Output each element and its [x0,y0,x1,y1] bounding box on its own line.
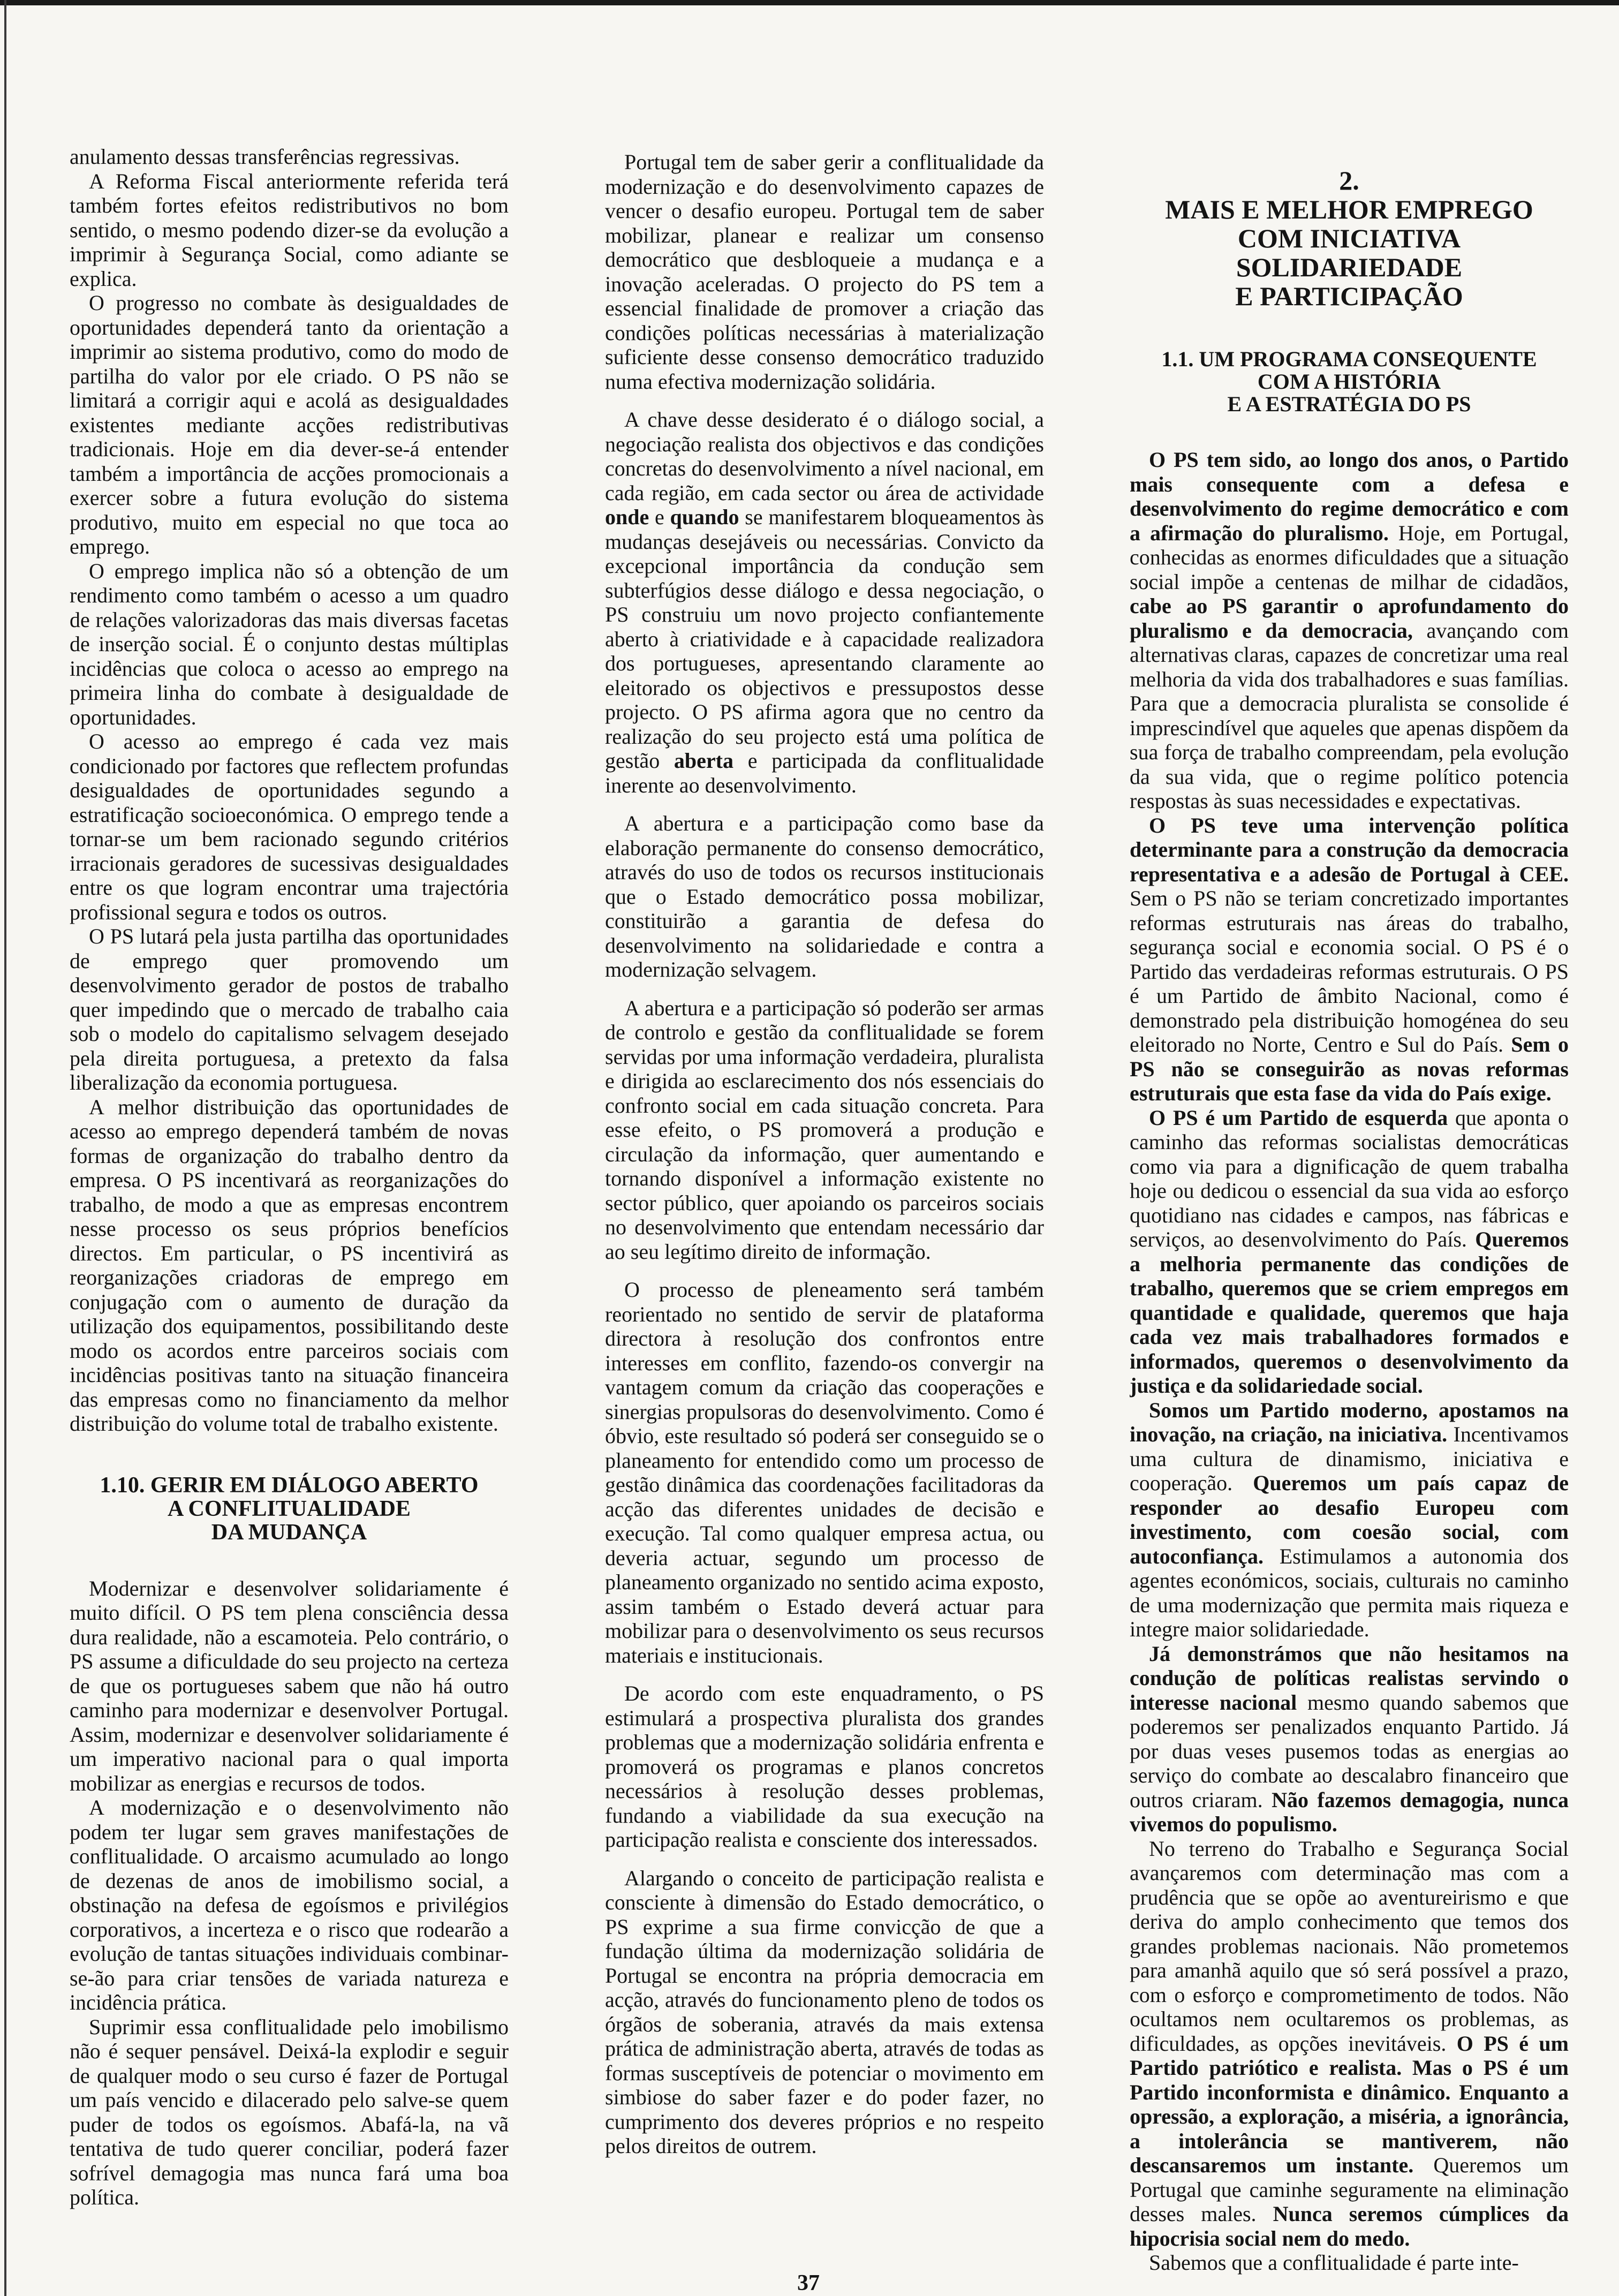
text-run: se manifestarem bloqueamentos às mudanças desejáveis ou necessárias. Convicto da excepcional importância da condução sem subterfúgios desse diálogo e dessa negociação, o PS construiu um novo projecto confiantemente aberto à criatividade e à capacidade realizadora dos portugueses, apresentando claramente ao eleitorado os objectivos e pressupostos desse projecto. O PS afirma agora que no centro da realização do seu projecto está uma política de gestão [605,505,1044,773]
column-1-paragraphs-after [70,1576,509,2210]
bold-run: Sem o PS não se conseguirão as novas reformas estruturais que esta fase da vida do País exige. [1130,1032,1569,1105]
bold-run: onde [605,505,649,529]
body-paragraph [1130,1642,1569,1837]
body-paragraph: O progresso no combate às desigualdades de oportunidades dependerá tanto da orientação a imprimir ao sistema produtivo, como do modo de partilha do valor por ele criado. O PS não se limitará a corrigir aqui e acolá as desigualdades existentes mediante acções redistributivas tradicionais. Hoje em dia dever-se-á entender também a importância de acções promocionais a exercer sobre a futura evolução do sistema produtivo, muito em especial no que toca ao emprego. [70,291,509,558]
column-2 [605,145,1044,2281]
body-paragraph: Suprimir essa conflitualidade pelo imobilismo não é sequer pensável. Deixá-la explodir e seguir de qualquer modo o seu curso é fazer de Portugal um país vencido e dilacerado pelo salve-se quem puder de todos os egoísmos. Abafá-la, na vã tentativa de tudo querer conciliar, poderá fazer sofrível demagogia mas nunca fará uma boa política. [70,2014,509,2209]
text-run: Estimulamos a autonomia dos agentes económicos, sociais, culturais no caminho de uma modernização que permita mais riqueza e integre maior solidariedade. [1130,1544,1569,1641]
body-paragraph: O emprego implica não só a obtenção de um rendimento como também o acesso a um quadro de relações valorizadoras das mais diversas facetas de inserção social. É o conjunto destas múltiplas incidências que coloca o acesso ao emprego na primeira linha do combate à desigualdade de oportunidades. [70,558,509,729]
bold-run: Já demonstrámos que não hesitamos na condução de políticas realistas servindo o interesse nacional [1130,1641,1569,1715]
body-paragraph: A Reforma Fiscal anteriormente referida terá também fortes efeitos redistributivos no bom sentido, o mesmo podendo dizer-se da evolução a imprimir à Segurança Social, como adiante se explica. [70,169,509,291]
body-paragraph [1130,1398,1569,1642]
bold-run: Somos um Partido moderno, apostamos na inovação, na criação, na iniciativa. [1130,1398,1569,1446]
body-paragraph: A abertura e a participação só poderão ser armas de controlo e gestão da conflitualidade se forem servidas por uma informação verdadeira, pluralista e dirigida ao esclarecimento dos nós essenciais do confronto social em cada situação concreta. Para esse efeito, o PS promoverá a produção e circulação da informação, quer aumentando e tornando disponível a informação existente no sector público, quer apoiando os parceiros sociais no desenvolvimento que entendam necessário dar ao seu legítimo direito de informação. [605,995,1044,1264]
bold-run: cabe ao PS garantir o aprofundamento do pluralismo e da democracia, [1130,594,1569,643]
bold-run: Não fazemos demagogia, nunca vivemos do populismo. [1130,1787,1569,1836]
bold-run: Queremos a melhoria permanente das condições de trabalho, queremos que se criem empregos em quantidade e qualidade, queremos que haja cada vez mais trabalhadores formados e informados, queremos o desenvolvimento da justiça e da solidariedade social. [1130,1227,1569,1398]
body-paragraph: De acordo com este enquadramento, o PS estimulará a prospectiva pluralista dos grandes problemas que a modernização solidária enfrenta e promoverá os programas e planos concretos necessários à resolução desses problemas, fundando a viabilidade da sua execução na participação realista e consciente dos interessados. [605,1681,1044,1852]
bold-run: O PS é um Partido de esquerda [1149,1105,1448,1130]
section-heading-line: COM A HISTÓRIA [1257,369,1441,394]
bold-run: Nunca seremos cúmplices da hipocrisia social nem do medo. [1130,2202,1569,2250]
section-heading-line: 1.10. GERIR EM DIÁLOGO ABERTO [100,1472,479,1498]
bold-run: quando [670,505,739,529]
body-paragraph [1130,813,1569,1106]
text-run: que aponta o caminho das reformas socialistas democráticas como via para a dignificação de quem trabalha hoje ou dedicou o essencial da sua vida ao esforço quotidiano nas cidades e campos, nas fábricas e serviços, ao desenvolvimento do País. [1130,1105,1569,1251]
body-paragraph [1130,448,1569,813]
bold-run: O PS é um Partido patriótico e realista. Mas o PS é um Partido inconformista e dinâmico. Enquanto a opressão, a exploração, a miséria, a ignorância, a intolerância se mantiverem, não descansaremos um instante. [1130,2031,1569,2177]
body-paragraph [1130,1106,1569,1398]
body-paragraph: Modernizar e desenvolver solidariamente é muito difícil. O PS tem plena consciência dessa dura realidade, não a escamoteia. Pelo contrário, o PS assume a dificuldade do seu projecto na certeza de que os portugueses sabem que não há outro caminho para modernizar e desenvolver Portugal. Assim, modernizar e desenvolver solidariamente é um imperativo nacional para o qual importa mobilizar as energias e recursos de todos. [70,1576,509,1795]
body-paragraph: Portugal tem de saber gerir a conflitualidade da modernização e do desenvolvimento capazes de vencer o desafio europeu. Portugal tem de saber mobilizar, planear e realizar um consenso democrático que desbloqueie a mudança e a inovação aceleradas. O projecto do PS tem a essencial finalidade de promover a criação das condições políticas necessárias à materialização suficiente desse consenso democrático traduzido numa efectiva modernização solidária. [605,150,1044,394]
text-run: e [649,505,670,529]
text-run: Sem o PS não se teriam concretizado importantes reformas estruturais nas áreas do trabalho, segurança social e economia social. O PS é o Partido das verdadeiras reformas estruturais. O PS é um Partido de âmbito Nacional, como é demonstrado pela distribuição homogénea do seu eleitorado no Norte, Centro e Sul do País. [1130,886,1569,1056]
left-edge-rule [4,0,6,2296]
body-paragraph: A melhor distribuição das oportunidades de acesso ao emprego dependerá também de novas formas de organização do trabalho dentro da empresa. O PS incentivará as reorganizações do trabalho, de modo a que as empresas encontrem nesse processo os seus próprios benefícios directos. Em particular, o PS incentivirá as reorganizações criadoras de emprego em conjugação com o aumento de duração da utilização dos equipamentos, possibilitando deste modo os acordos entre parceiros sociais com incidências positivas tanto na situação financeira das empresas como no financiamento da melhor distribuição do volume total de trabalho existente. [70,1094,509,1436]
body-paragraph [605,407,1044,797]
section-heading-1-10 [70,1474,509,1544]
chapter-title-line: SOLIDARIEDADE [1236,252,1463,282]
text-run: mesmo quando sabemos que poderemos ser penalizados enquanto Partido. Já por duas veses pusemos todas as energias ao serviço do combate ao descalabro financeiro que outros criaram. [1130,1690,1569,1812]
column-1 [70,145,509,2281]
section-heading-line: DA MUDANÇA [211,1520,367,1545]
top-edge-rule [0,0,1619,5]
bold-run: O PS tem sido, ao longo dos anos, o Partido mais consequente com a defesa e desenvolvimento do regime democrático e com a afirmação do pluralismo. [1130,448,1569,545]
body-paragraph: A abertura e a participação como base da elaboração permanente do consenso democrático, através do uso de todos os recursos institucionais que o Estado democrático possa mobilizar, constituirão a garantia de defesa do desenvolvimento na solidariedade e contra a modernização selvagem. [605,811,1044,981]
chapter-title-line: E PARTICIPAÇÃO [1235,281,1463,311]
column-1-paragraphs-before [70,145,509,1436]
bold-run: aberta [674,749,733,773]
text-run: e participada da conflitualidade inerente ao desenvolvimento. [605,749,1044,797]
section-heading-line: E A ESTRATÉGIA DO PS [1227,392,1471,416]
text-run: No terreno do Trabalho e Segurança Social avançaremos com determinação mas com a prudência que se opõe ao aventureirismo e que deriva do amplo conhecimento que temos dos grandes problemas nacionais. Não prometemos para amanhã aquilo que só será possível a prazo, com o esforço e comprometimento de todos. Não ocultamos nem ocultaremos os problemas, as dificuldades, as opções inevitáveis. [1130,1836,1569,2056]
body-paragraph: O processo de pleneamento será também reorientado no sentido de servir de plataforma directora à resolução dos confrontos entre interesses em conflito, fazendo-os convergir na vantagem comum da criação das cooperações e sinergias propulsoras do desenvolvimento. Como é óbvio, este resultado só poderá ser conseguido se o planeamento for entendido como um processo de gestão dinâmica das coordenações facilitadoras da acção das diferentes unidades de decisão e execução. Tal como qualquer empresa actua, ou deveria actuar, segundo um processo de planeamento organizado no sentido acima exposto, assim também o Estado deverá actuar para mobilizar para o desenvolvimento os seus recursos materiais e institucionais. [605,1278,1044,1667]
body-paragraph: O acesso ao emprego é cada vez mais condicionado por factores que reflectem profundas desigualdades de oportunidades segundo a estratificação socioeconómica. O emprego tende a tornar-se um bem racionado segundo critérios irracionais geradores de sucessivas desigualdades entre os que logram encontrar uma trajectória profissional segura e todos os outros. [70,729,509,924]
section-heading-line: 1.1. UM PROGRAMA CONSEQUENTE [1161,347,1537,371]
text-run: avançando com alternativas claras, capazes de concretizar uma real melhoria da vida dos trabalhadores e suas famílias. Para que a democracia pluralista se consolide é imprescindível que aqueles que apenas dispõem da sua força de trabalho compreendam, pela evolução da sua vida, que o regime político potencia respostas às suas necessidades e expectativas. [1130,618,1569,813]
bold-run: O PS teve uma intervenção política determinante para a construção da democracia representativa e a adesão de Portugal à CEE. [1130,813,1569,886]
body-paragraph [1130,1837,1569,2251]
text-run: Incentivamos uma cultura de dinamismo, iniciativa e cooperação. [1130,1422,1569,1495]
body-paragraph: A modernização e o desenvolvimento não podem ter lugar sem graves manifestações de conflitualidade. O arcaismo acumulado ao longo de dezenas de anos de imobilismo social, a obstinação na defesa de egoísmos e privilégios corporativos, a incerteza e o risco que rodearão a evolução de tantas situações individuais combinar-se-ão para criar tensões de variada natureza e incidência prática. [70,1795,509,2014]
body-paragraph: anulamento dessas transferências regressivas. [70,145,460,169]
body-paragraph: Sabemos que a conflitualidade é parte inte- [1149,2250,1519,2275]
chapter-title-line: MAIS E MELHOR EMPREGO [1165,194,1533,224]
body-paragraph: O PS lutará pela justa partilha das oportunidades de emprego quer promovendo um desenvolvimento gerador de postos de trabalho quer impedindo que o mercado de trabalho caia sob o modelo do capitalismo selvagem desejado pela direita portuguesa, a pretexto da falsa liberalização da economia portuguesa. [70,924,509,1094]
column-3 [1130,145,1569,2281]
body-paragraph: Alargando o conceito de participação realista e consciente à dimensão do Estado democrático, o PS exprime a sua firme convicção de que a fundação última da modernização solidária de Portugal se encontra na própria democracia em acção, através do funcionamento pleno de todos os órgãos de soberania, através da mais extensa prática de administração aberta, através de todas as formas susceptíveis de potenciar o movimento em simbiose do saber fazer e do poder fazer, no cumprimento dos deveres próprios e no respeito pelos direitos de outrem. [605,1865,1044,2158]
chapter-heading [1130,166,1569,311]
text-run: Hoje, em Portugal, conhecidas as enormes dificuldades que a situação social impõe a centenas de milhar de cidadãos, [1130,520,1569,594]
section-heading-line: A CONFLITUALIDADE [168,1496,411,1521]
text-run: Queremos um Portugal que caminhe seguramente na eliminação desses males. [1130,2153,1569,2226]
page-number: 37 [797,2271,820,2295]
bold-run: Queremos um país capaz de responder ao desafio Europeu com investimento, com coesão social, com autoconfiança. [1130,1471,1569,1568]
chapter-title-line: COM INICIATIVA [1237,223,1461,253]
section-heading-1-1 [1130,348,1569,416]
chapter-number: 2. [1339,165,1359,195]
text-run: A chave desse desiderato é o diálogo social, a negociação realista dos objectivos e das condições concretas do desenvolvimento a nível nacional, em cada região, em cada sector ou área de actividade [605,407,1044,505]
